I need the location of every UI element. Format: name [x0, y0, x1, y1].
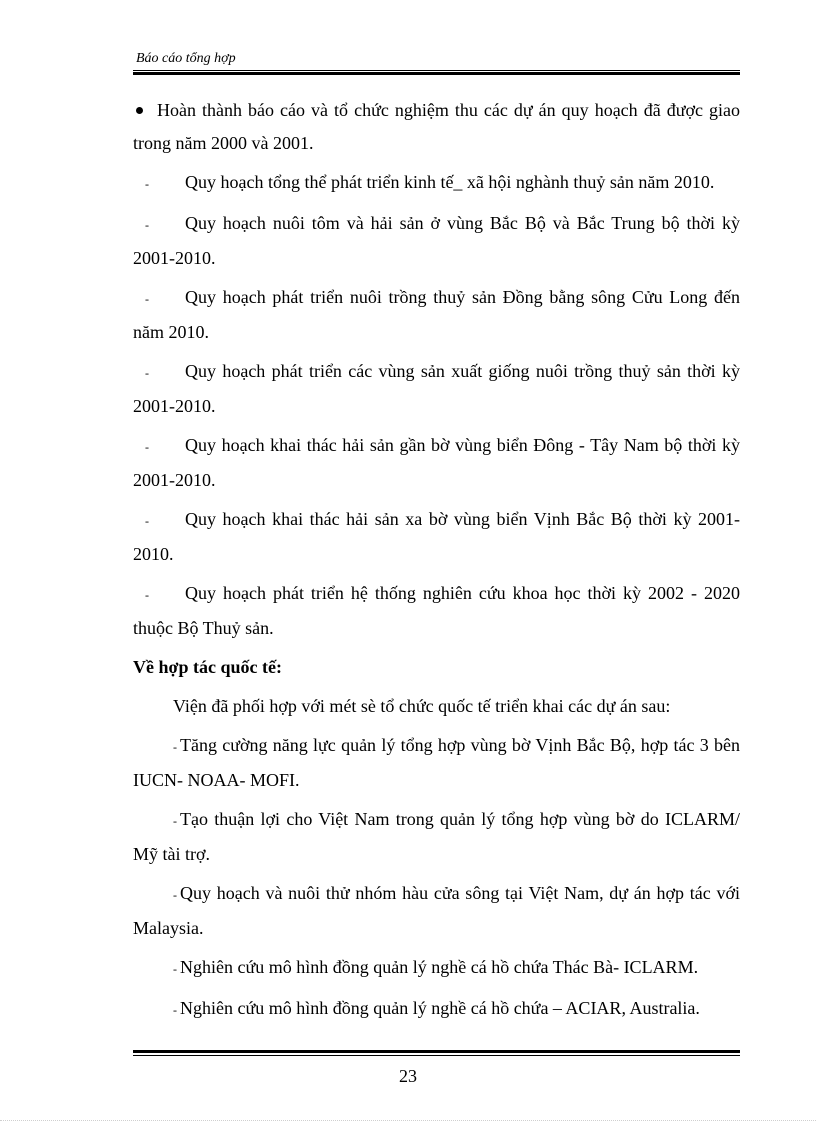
dash-marker: - — [145, 366, 149, 380]
intro-paragraph — [133, 94, 740, 160]
list-item — [133, 503, 740, 571]
list-item — [133, 577, 740, 645]
section-heading: Về hợp tác quốc tế: — [133, 657, 282, 677]
list-item-text: Quy hoạch khai thác hải sản gần bờ vùng biển Đông - Tây Nam bộ thời kỳ 2001-2010. — [133, 435, 740, 490]
list-item — [133, 355, 740, 423]
list-item-text: Tạo thuận lợi cho Việt Nam trong quản lý tổng hợp vùng bờ do ICLARM/ Mỹ tài trợ. — [133, 809, 740, 864]
list-item — [133, 992, 740, 1027]
footer-rule-thick — [133, 1050, 740, 1053]
list-item — [133, 729, 740, 797]
dash-marker: - — [173, 888, 177, 902]
list-item — [133, 429, 740, 497]
list-item-text: Tăng cường năng lực quản lý tổng hợp vùng bờ Vịnh Bắc Bộ, hợp tác 3 bên IUCN- NOAA- MOFI. — [133, 735, 740, 790]
header-rule-thick — [133, 72, 740, 75]
list-item-text: Quy hoạch và nuôi thử nhóm hàu cửa sông tại Việt Nam, dự án hợp tác với Malaysia. — [133, 883, 740, 938]
list-item-text: Quy hoạch nuôi tôm và hải sản ở vùng Bắc Bộ và Bắc Trung bộ thời kỳ 2001-2010. — [133, 213, 740, 268]
list-item-text: Quy hoạch tổng thể phát triển kinh tế_ xã hội nghành thuỷ sản năm 2010. — [185, 172, 715, 192]
dash-marker: - — [145, 218, 149, 232]
list-item-text: Quy hoạch phát triển nuôi trồng thuỷ sản Đồng bằng sông Cửu Long đến năm 2010. — [133, 287, 740, 342]
dash-marker: - — [145, 514, 149, 528]
intro-text: Hoàn thành báo cáo và tổ chức nghiệm thu các dự án quy hoạch đã được giao trong năm 2000 và 2001. — [133, 100, 740, 153]
header-title: Báo cáo tổng hợp — [136, 51, 236, 66]
list-item-text: Nghiên cứu mô hình đồng quản lý nghề cá hồ chứa – ACIAR, Australia. — [180, 998, 700, 1018]
page-body — [133, 94, 740, 1033]
dash-marker: - — [145, 588, 149, 602]
page-number: 23 — [399, 1066, 417, 1086]
dash-marker: - — [145, 292, 149, 306]
dash-marker: - — [173, 740, 177, 754]
international-list — [133, 729, 740, 1027]
dash-marker: - — [173, 962, 177, 976]
list-item-text: Quy hoạch phát triển các vùng sản xuất giống nuôi trồng thuỷ sản thời kỳ 2001-2010. — [133, 361, 740, 416]
page-edge-divider — [0, 1120, 816, 1121]
list-item-text: Quy hoạch khai thác hải sản xa bờ vùng biển Vịnh Bắc Bộ thời kỳ 2001-2010. — [133, 509, 740, 564]
dash-marker: - — [173, 1003, 177, 1017]
header-rule-thin — [133, 70, 740, 71]
dash-marker: - — [145, 177, 149, 191]
bullet-icon — [136, 107, 143, 114]
dash-marker: - — [173, 814, 177, 828]
section-intro: Viện đã phối hợp với mét sè tổ chức quốc tế triển khai các dự án sau: — [173, 696, 671, 716]
plan-list — [133, 166, 740, 645]
list-item — [133, 207, 740, 275]
list-item — [133, 803, 740, 871]
list-item-text: Quy hoạch phát triển hệ thống nghiên cứu khoa học thời kỳ 2002 - 2020 thuộc Bộ Thuỷ sản. — [133, 583, 740, 638]
footer-rule-thin — [133, 1055, 740, 1056]
list-item — [133, 281, 740, 349]
list-item — [133, 166, 740, 201]
list-item — [133, 951, 740, 986]
dash-marker: - — [145, 440, 149, 454]
list-item-text: Nghiên cứu mô hình đồng quản lý nghề cá hồ chứa Thác Bà- ICLARM. — [180, 957, 699, 977]
list-item — [133, 877, 740, 945]
